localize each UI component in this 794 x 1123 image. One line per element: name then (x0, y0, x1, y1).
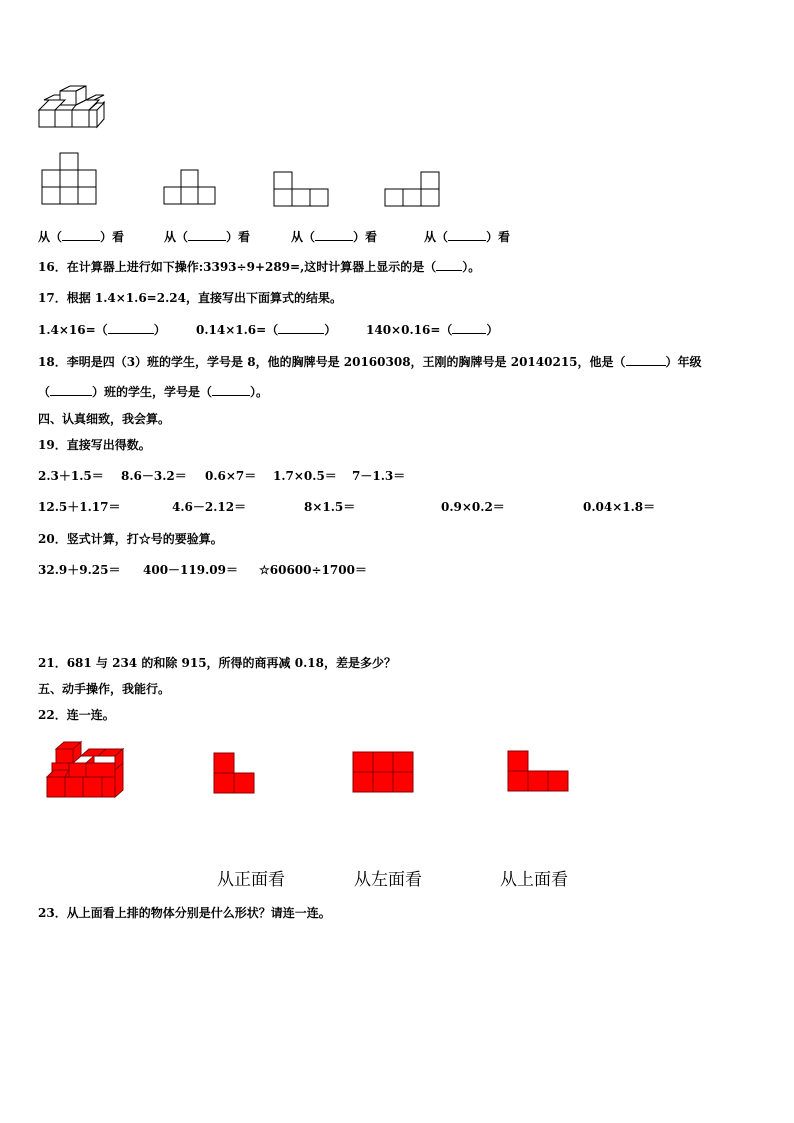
question-18-line2: （ ）班的学生，学号是（ ）。 (38, 385, 269, 399)
cube-stack-figure (38, 86, 108, 130)
q20-item-1: 32.9＋9.25＝ (38, 563, 121, 577)
q19-r2-2: 4.6－2.12＝ (172, 500, 247, 514)
q19-r1-5: 7－1.3＝ (352, 469, 406, 483)
section-4-heading: 四、认真细致，我会算。 (38, 412, 171, 426)
view-top-label[interactable]: 从上面看 (500, 870, 568, 890)
view-figure-2 (164, 169, 218, 206)
view-front-label[interactable]: 从正面看 (217, 870, 285, 890)
red-cube-stack-figure (46, 741, 126, 799)
red-view-figure-2 (352, 751, 414, 793)
q19-r2-1: 12.5＋1.17＝ (38, 500, 121, 514)
answer-blank[interactable] (436, 259, 462, 271)
answer-blank[interactable] (448, 229, 486, 241)
question-16: 16．在计算器上进行如下操作:3393÷9+289=,这时计算器上显示的是（ ）。 (38, 260, 481, 274)
q19-r1-1: 2.3＋1.5＝ (38, 469, 104, 483)
answer-blank[interactable] (188, 229, 226, 241)
view-figure-3 (274, 171, 330, 208)
answer-blank[interactable] (626, 354, 666, 366)
q19-r1-2: 8.6－3.2＝ (121, 469, 187, 483)
section-5-heading: 五、动手操作，我能行。 (38, 682, 171, 696)
red-view-figure-1 (213, 752, 257, 794)
view-left-label[interactable]: 从左面看 (354, 870, 422, 890)
view-figure-1 (42, 152, 98, 206)
q17-item-1: 1.4×16=（ ） (38, 323, 166, 337)
q17-item-3: 140×0.16=（ ） (366, 323, 499, 337)
q19-r2-4: 0.9×0.2＝ (441, 500, 505, 514)
q17-item-2: 0.14×1.6=（ ） (196, 323, 337, 337)
view-label-3: 从（ ）看 (291, 230, 378, 244)
question-18-line1: 18．李明是四（3）班的学生，学号是 8，他的胸牌号是 20160308，王刚的胸牌号是 20140215，他是（ ）年级 (38, 355, 702, 369)
q19-r1-4: 1.7×0.5＝ (273, 469, 337, 483)
answer-blank[interactable] (108, 322, 154, 334)
answer-blank[interactable] (315, 229, 353, 241)
q20-item-3: ☆60600÷1700＝ (259, 563, 367, 577)
answer-blank[interactable] (278, 322, 324, 334)
view-label-2: 从（ ）看 (164, 230, 251, 244)
answer-blank[interactable] (62, 229, 100, 241)
answer-blank[interactable] (212, 384, 250, 396)
question-22: 22．连一连。 (38, 708, 115, 722)
red-view-figure-3 (507, 750, 569, 792)
question-19: 19．直接写出得数。 (38, 438, 151, 452)
question-20: 20．竖式计算，打☆号的要验算。 (38, 532, 223, 546)
question-21: 21．681 与 234 的和除 915，所得的商再减 0.18，差是多少？ (38, 656, 396, 670)
q19-r2-3: 8×1.5＝ (304, 500, 356, 514)
q19-r1-3: 0.6×7＝ (205, 469, 257, 483)
view-label-4: 从（ ）看 (424, 230, 511, 244)
answer-blank[interactable] (452, 322, 486, 334)
question-17: 17．根据 1.4×1.6=2.24，直接写出下面算式的结果。 (38, 291, 342, 305)
question-23: 23．从上面看上排的物体分别是什么形状？请连一连。 (38, 906, 331, 920)
q20-item-2: 400－119.09＝ (143, 563, 238, 577)
view-label-1: 从（ ）看 (38, 230, 125, 244)
view-figure-4 (385, 171, 441, 208)
q19-r2-5: 0.04×1.8＝ (583, 500, 656, 514)
answer-blank[interactable] (50, 384, 92, 396)
